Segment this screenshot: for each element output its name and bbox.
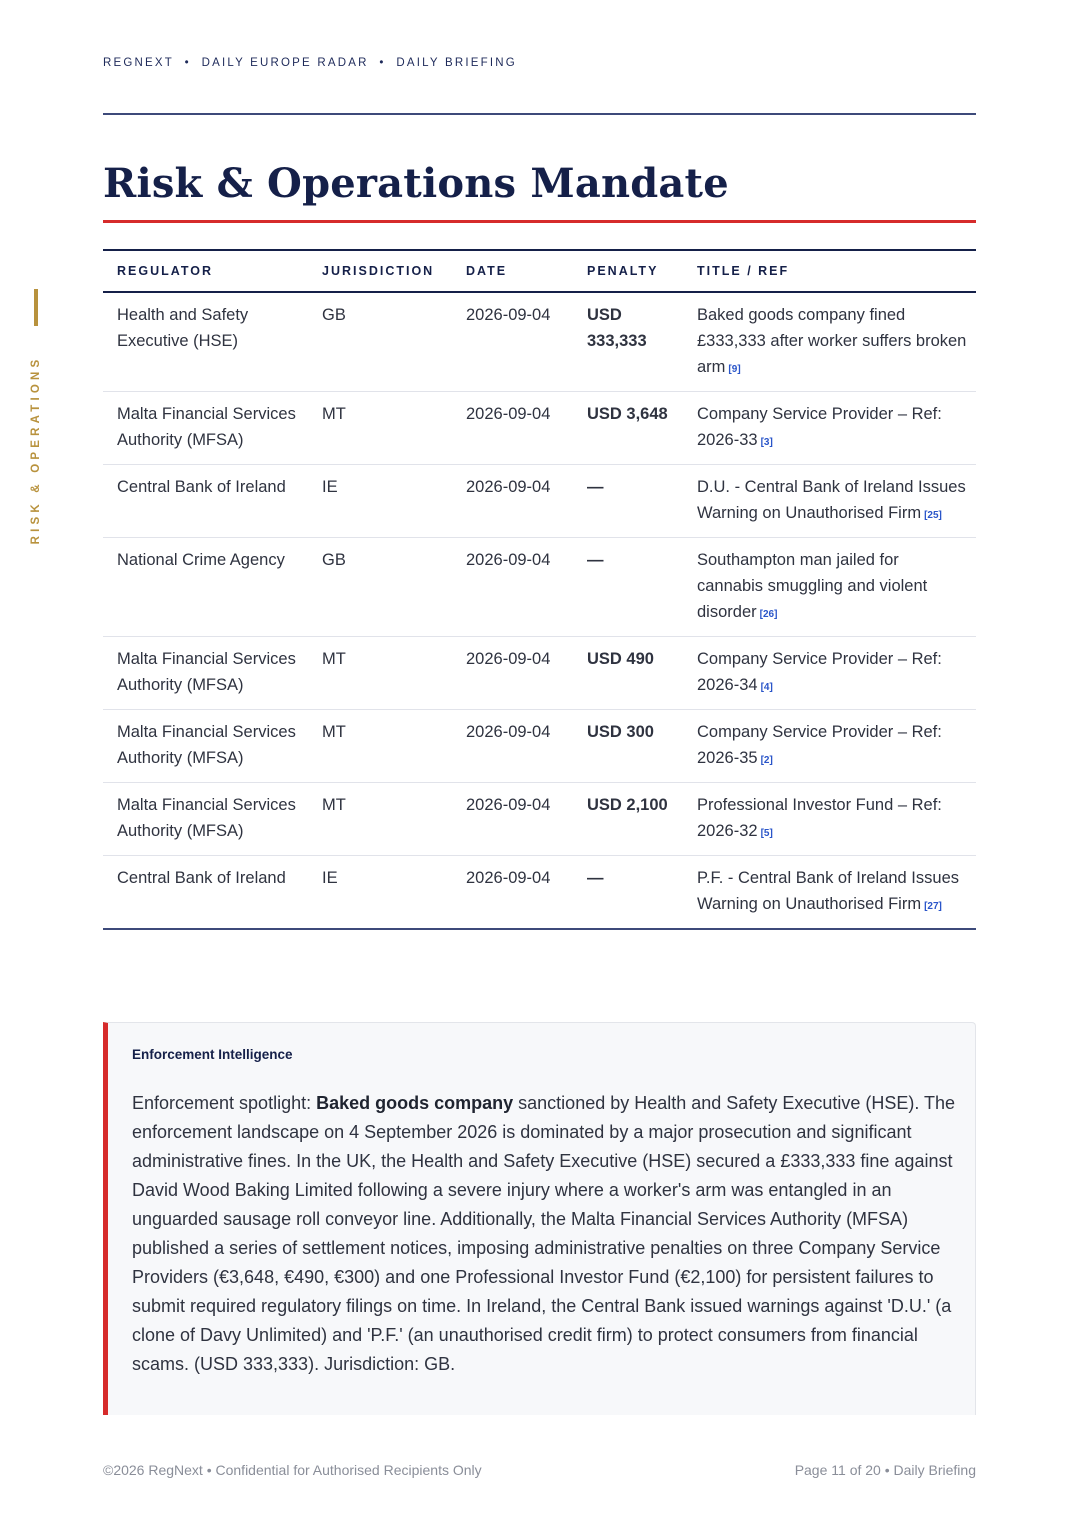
reference-link[interactable]: [3] <box>760 437 773 448</box>
cell-jurisdiction: MT <box>308 392 452 465</box>
cell-penalty: — <box>573 538 683 637</box>
reference-link[interactable]: [5] <box>760 828 773 839</box>
column-header-regulator: REGULATOR <box>103 250 308 292</box>
title-text: Southampton man jailed for cannabis smuggling and violent disorder <box>697 551 928 621</box>
cell-regulator: Malta Financial Services Authority (MFSA) <box>103 392 308 465</box>
title-text: Baked goods company fined £333,333 after worker suffers broken arm <box>697 306 967 376</box>
column-header-jurisdiction: JURISDICTION <box>308 250 452 292</box>
column-header-penalty: PENALTY <box>573 250 683 292</box>
table-row <box>103 292 976 392</box>
reference-link[interactable]: [26] <box>759 609 778 620</box>
enforcement-intelligence-panel <box>103 1022 976 1415</box>
cell-regulator: Health and Safety Executive (HSE) <box>103 292 308 392</box>
intel-lead-subject: Baked goods company <box>316 1093 514 1113</box>
cell-title-ref <box>683 637 976 710</box>
cell-regulator: Central Bank of Ireland <box>117 869 286 887</box>
cell-regulator: Malta Financial Services Authority (MFSA) <box>103 710 308 783</box>
cell-title-ref <box>683 392 976 465</box>
cell-title-ref <box>683 292 976 392</box>
cell-title-ref <box>683 538 976 637</box>
cell-penalty: USD 300 <box>573 710 683 783</box>
cell-regulator: Malta Financial Services Authority (MFSA) <box>103 783 308 856</box>
reference-link[interactable]: [9] <box>728 364 741 375</box>
title-text: Professional Investor Fund – Ref: 2026-32 <box>697 796 942 840</box>
cell-jurisdiction: IE <box>322 869 338 887</box>
table-row <box>103 465 976 538</box>
title-text: Company Service Provider – Ref: 2026-34 <box>697 650 942 694</box>
cell-date: 2026-09-04 <box>452 292 573 392</box>
enforcement-table <box>103 249 976 930</box>
intel-heading: Enforcement Intelligence <box>132 1047 293 1062</box>
cell-date: 2026-09-04 <box>452 538 573 637</box>
cell-penalty: USD 3,648 <box>573 392 683 465</box>
reference-link[interactable]: [4] <box>760 682 773 693</box>
section-side-label: RISK & OPERATIONS <box>30 355 42 545</box>
table-header-row <box>103 250 976 292</box>
intel-lead: Enforcement spotlight: <box>132 1093 317 1113</box>
title-text: P.F. - Central Bank of Ireland Issues Warning on Unauthorised Firm <box>697 869 959 913</box>
table-row <box>103 710 976 783</box>
cell-title-ref <box>683 783 976 856</box>
table-body <box>103 292 976 929</box>
cell-penalty: USD 333,333 <box>573 292 683 392</box>
footer-page-info: Page 11 of 20 • Daily Briefing <box>794 1462 976 1478</box>
column-header-title-ref: TITLE / REF <box>683 250 976 292</box>
table-row <box>103 538 976 637</box>
cell-date: 2026-09-04 <box>452 710 573 783</box>
section-marker-bar <box>34 289 38 326</box>
header-divider <box>103 113 976 115</box>
title-text: D.U. - Central Bank of Ireland Issues Warning on Unauthorised Firm <box>697 478 966 522</box>
reference-link[interactable]: [27] <box>924 901 942 912</box>
cell-jurisdiction: IE <box>308 465 452 538</box>
cell-date: 2026-09-04 <box>452 465 573 538</box>
reference-link[interactable]: [25] <box>924 510 942 521</box>
cell-jurisdiction: GB <box>308 538 452 637</box>
intel-body <box>132 1089 964 1379</box>
cell-title-ref <box>683 856 976 930</box>
cell-jurisdiction: MT <box>308 710 452 783</box>
cell-regulator: Malta Financial Services Authority (MFSA) <box>103 637 308 710</box>
cell-penalty: USD 2,100 <box>573 783 683 856</box>
column-header-date: DATE <box>452 250 573 292</box>
intel-text: sanctioned by Health and Safety Executive (HSE). The enforcement landscape on 4 September 2026 is dominated by a major prosecution and significant administrative fines. In the UK, the Health and Safety Executive (HSE) secured a £333,333 fine against David Wood Baking Limited following a severe injury where a worker's arm was entangled in an unguarded sausage roll conveyor line. Additionally, the Malta Financial Services Authority (MFSA) published a series of settlement notices, imposing administrative penalties on three Company Service Providers (€3,648, €490, €300) and one Professional Investor Fund (€2,100) for persistent failures to submit required regulatory filings on time. In Ireland, the Central Bank issued warnings against 'D.U.' (a clone of Davy Unlimited) and 'P.F.' (an unauthorised credit firm) to protect consumers from financial scams. (USD 333,333). Jurisdiction: GB. <box>132 1093 956 1374</box>
cell-penalty: — <box>587 869 604 887</box>
cell-title-ref <box>683 710 976 783</box>
table-row <box>103 392 976 465</box>
footer-copyright: ©2026 RegNext • Confidential for Authorised Recipients Only <box>103 1462 482 1478</box>
cell-date: 2026-09-04 <box>466 869 551 887</box>
reference-link[interactable]: [2] <box>760 755 773 766</box>
title-text: Company Service Provider – Ref: 2026-35 <box>697 723 942 767</box>
cell-title-ref <box>683 465 976 538</box>
cell-date: 2026-09-04 <box>452 392 573 465</box>
cell-jurisdiction: GB <box>308 292 452 392</box>
table-row <box>103 637 976 710</box>
cell-jurisdiction: MT <box>308 637 452 710</box>
cell-regulator: National Crime Agency <box>103 538 308 637</box>
table-row <box>103 856 976 930</box>
title-text: Company Service Provider – Ref: 2026-33 <box>697 405 942 449</box>
table-row <box>103 783 976 856</box>
header-breadcrumb: REGNEXT • DAILY EUROPE RADAR • DAILY BRIEFING <box>103 57 517 69</box>
cell-date: 2026-09-04 <box>452 637 573 710</box>
cell-date: 2026-09-04 <box>452 783 573 856</box>
cell-penalty: USD 490 <box>573 637 683 710</box>
cell-penalty: — <box>573 465 683 538</box>
title-underline <box>103 220 976 223</box>
cell-jurisdiction: MT <box>308 783 452 856</box>
page-title: Risk & Operations Mandate <box>103 160 729 207</box>
cell-regulator: Central Bank of Ireland <box>103 465 308 538</box>
